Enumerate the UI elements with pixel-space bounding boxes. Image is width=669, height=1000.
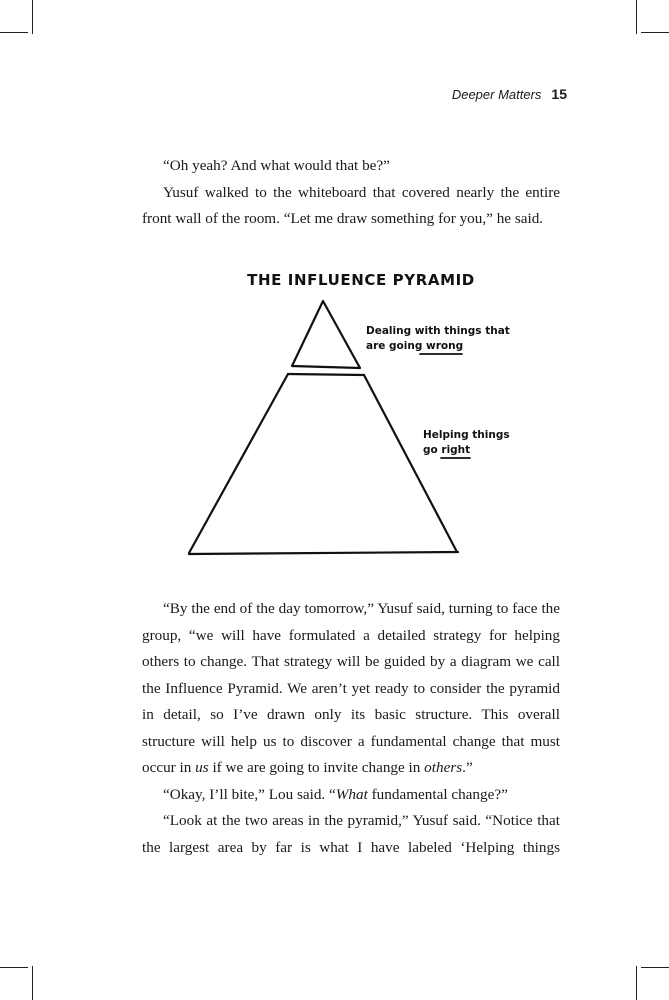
emphasis: What bbox=[335, 785, 368, 803]
top-label-emphasis: wrong bbox=[426, 340, 464, 352]
paragraph: Yusuf walked to the whiteboard that covered nearly the entire front wall of the room. “Let me draw something for you,” he said. bbox=[142, 183, 560, 227]
top-label-line2-prefix: are going bbox=[366, 340, 427, 352]
top-label-line1: Dealing with things that bbox=[366, 325, 510, 337]
text-run: if we are going to invite change in bbox=[208, 759, 425, 776]
figure-title: THE INFLUENCE PYRAMID bbox=[247, 271, 475, 289]
text-run: “By the end of the day tomorrow,” Yusuf said, turning to face the group, “we will have formulated a detailed strategy for helping others to change. That strategy will be guided by a diagram we call the Influence Pyramid. We aren’t yet ready to consider the pyramid in detail, so I’ve drawn only its basic structure. This overall structure will help us to discover a fundamental change that must occur in bbox=[142, 600, 560, 776]
crop-mark bbox=[641, 967, 669, 968]
bottom-label-line2-prefix: go bbox=[423, 444, 442, 456]
crop-mark bbox=[0, 967, 28, 968]
paragraph: “Look at the two areas in the pyramid,” Yusuf said. “Notice that the largest area by far is what I have labeled ‘Helping things bbox=[142, 812, 560, 856]
text-run: fundamental change?” bbox=[367, 785, 508, 803]
pyramid-bottom-section bbox=[189, 374, 458, 554]
crop-mark bbox=[636, 966, 637, 1000]
top-section-label bbox=[366, 325, 513, 352]
emphasis: others bbox=[424, 759, 463, 776]
text-block-bottom bbox=[142, 596, 560, 861]
page-number: 15 bbox=[551, 86, 567, 102]
text-run: “Okay, I’ll bite,” Lou said. “ bbox=[163, 785, 336, 803]
bottom-label-line1: Helping things bbox=[423, 429, 510, 441]
section-title: Deeper Matters bbox=[451, 87, 542, 102]
crop-mark bbox=[32, 966, 33, 1000]
text-run: .” bbox=[462, 759, 473, 776]
emphasis: us bbox=[195, 759, 209, 776]
bottom-section-label bbox=[423, 429, 513, 456]
paragraph bbox=[142, 782, 560, 809]
paragraph: “Oh yeah? And what would that be?” bbox=[163, 157, 390, 174]
pyramid-top-section bbox=[292, 301, 360, 368]
bottom-label-emphasis: right bbox=[441, 444, 471, 456]
paragraph bbox=[142, 596, 560, 782]
